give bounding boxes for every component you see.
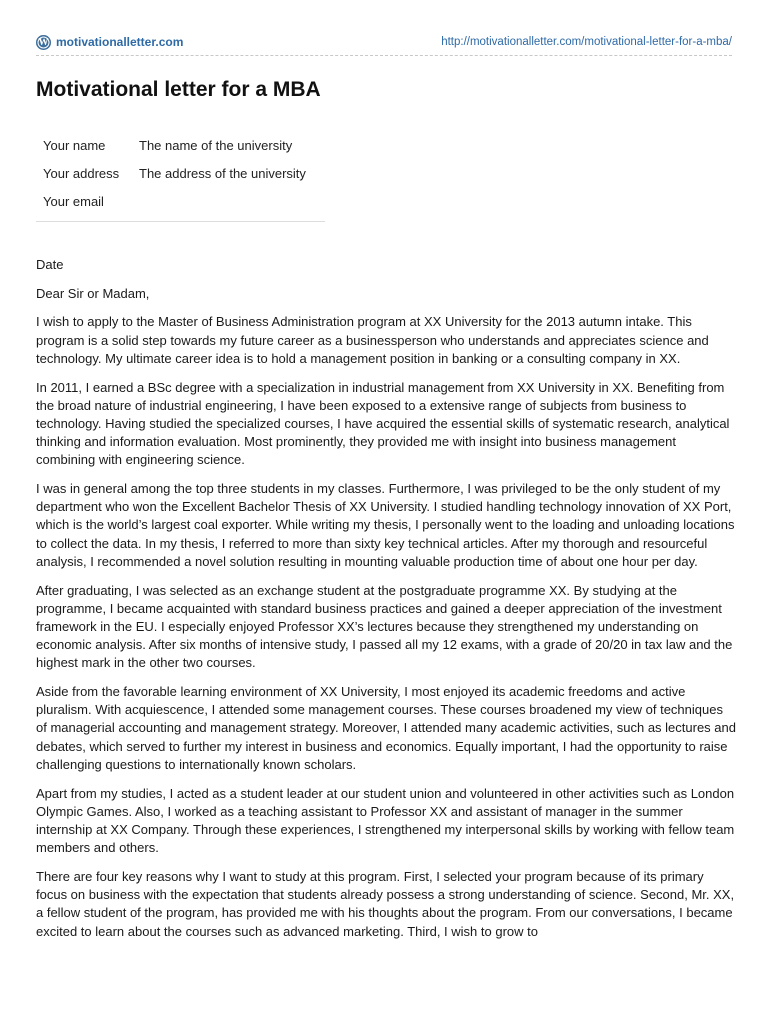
recipient-address: The address of the university: [139, 165, 306, 181]
header-divider: [36, 55, 732, 56]
sender-address: Your address: [43, 165, 120, 181]
address-row-address: [36, 159, 325, 187]
letter-salutation: Dear Sir or Madam,: [36, 285, 150, 301]
address-row-email: [36, 187, 325, 215]
paragraph-thesis: I was in general among the top three students in my classes. Furthermore, I was privileged to be the only student of my department who won the Excellent Bachelor Thesis of XX University. I studied handling technology innovation of XX Port, which is the world’s largest coal exporter. While writing my thesis, I personally went to the loading and unloading locations to collect the data. In my thesis, I referred to more than sixty key technical articles. After my thorough and resourceful analysis, I recommended a novel solution resulting in mounting valuable production time of about one hour per day.: [36, 481, 735, 569]
paragraph-education: In 2011, I earned a BSc degree with a specialization in industrial management from XX University in XX. Benefiting from the broad nature of industrial engineering, I have been exposed to a extensive range of subjects from business to technology. Having studied the specialized courses, I have acquired the essential skills of systematic research, analytical thinking and information evaluation. Most prominently, they provided me with insight into business management combining with engineering science.: [36, 379, 730, 468]
recipient-name: The name of the university: [139, 137, 293, 153]
wordpress-icon: W: [36, 35, 51, 50]
paragraph-extracurricular: Apart from my studies, I acted as a student leader at our student union and volunteered in other activities such as London Olympic Games. Also, I worked as a teaching assistant to Professor XX and assistant of manager in the summer internship at XX Company. Through these experiences, I strengthened my interpersonal skills by working with fellow team members and others.: [36, 785, 735, 856]
sender-name: Your name: [43, 137, 106, 153]
letter-date: Date: [36, 257, 64, 272]
paragraph-academic-freedom: Aside from the favorable learning environment of XX University, I most enjoyed its academic freedoms and active pluralism. With acquiescence, I attended some management courses. These courses broadened my view of techniques of managerial accounting and management strategy. Moreover, I attended many academic activities, such as lectures and debates, which served to further my interest in business and economics. Equally important, I had the opportunity to raise challenging questions to internationally known scholars.: [36, 684, 736, 772]
page-header: [36, 32, 732, 52]
address-row-name: [36, 131, 325, 159]
sender-email: Your email: [43, 193, 104, 209]
letter-body: [36, 256, 736, 951]
paragraph-exchange: After graduating, I was selected as an exchange student at the postgraduate programme XX. By studying at the programme, I became acquainted with standard business practices and gained a deeper appreciation of the investment framework in the EU. I especially enjoyed Professor XX’s lectures because they strengthened my understanding on economic analysis. After six months of intensive study, I passed all my 12 exams, with a grade of 20/20 in tax law and the highest mark in the other two courses.: [36, 582, 733, 671]
page-url-link[interactable]: http://motivationalletter.com/motivational-letter-for-a-mba/: [441, 36, 732, 48]
site-brand-link[interactable]: [36, 35, 183, 50]
address-block: [36, 131, 325, 222]
paragraph-intro: I wish to apply to the Master of Business Administration program at XX University for the 2013 autumn intake. This program is a solid step towards my future career as a businessperson who understands and appreciates science and technology. My ultimate career idea is to hold a management position in banking or a consulting company in XX.: [36, 314, 709, 366]
page-title: Motivational letter for a MBA: [36, 78, 321, 101]
site-name: motivationalletter.com: [56, 35, 184, 49]
paragraph-reasons: There are four key reasons why I want to study at this program. First, I selected your program because of its primary focus on business with the expectation that students already possess a strong understanding of science. Second, Mr. XX, a fellow student of the program, has provided me with his thoughts about the program. From our conversations, I became excited to learn about the courses such as advanced marketing. Third, I wish to grow to: [36, 868, 735, 939]
